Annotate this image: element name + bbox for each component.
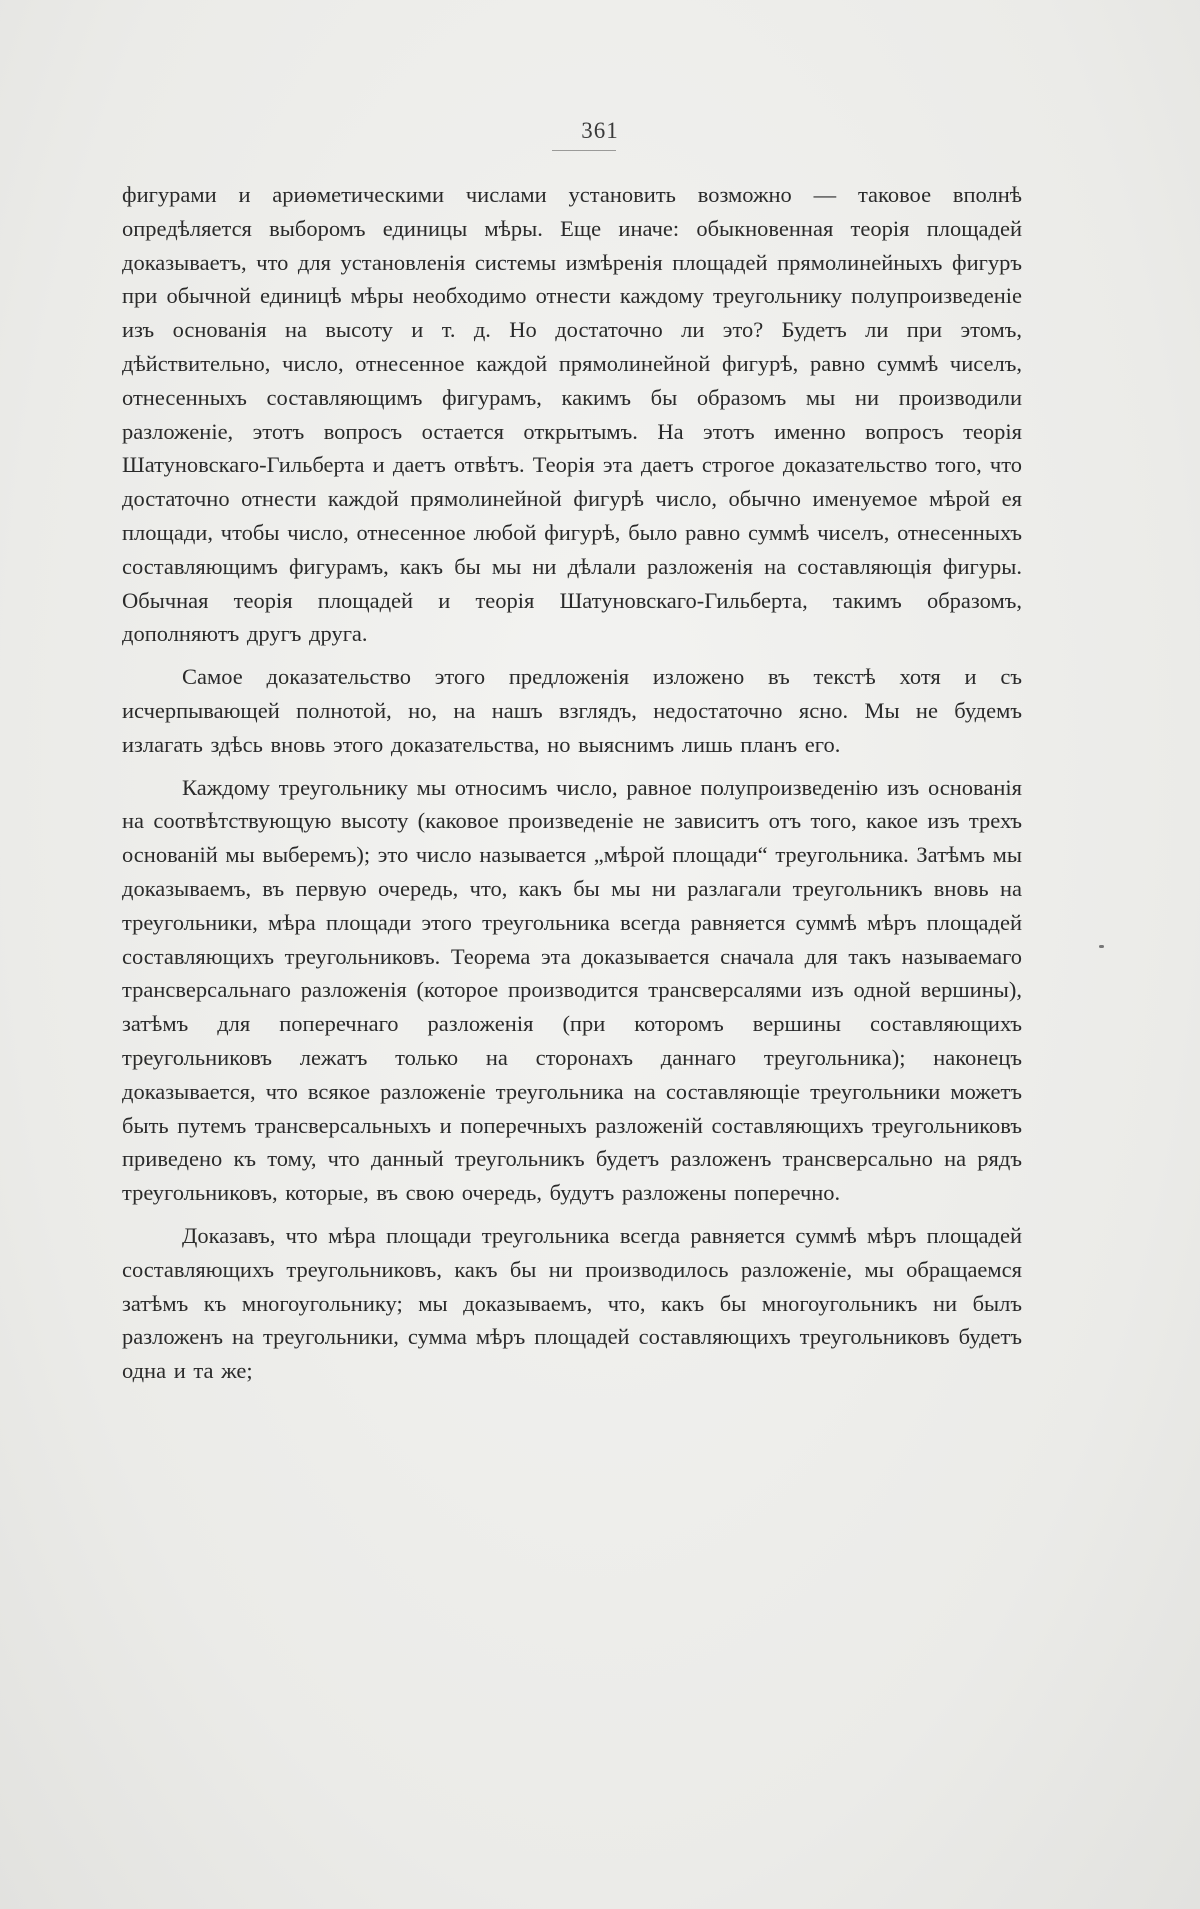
page-number-rule	[552, 150, 616, 151]
body-text	[122, 178, 1022, 1388]
paragraph-2: Самое доказательство этого предложенія изложено въ текстѣ хотя и съ исчерпывающей полнотой, но, на нашъ взглядъ, недостаточно ясно. Мы не будемъ излагать здѣсь вновь этого доказательства, но выяснимъ лишь планъ его.	[122, 664, 1022, 757]
margin-speck	[1099, 945, 1104, 948]
paragraph-3: Каждому треугольнику мы относимъ число, равное полупроизведенію изъ основанія на соотвѣтствующую высоту (каковое произведеніе не зависитъ отъ того, какое изъ трехъ основаній мы выберемъ); это число называется „мѣрой площади“ треугольника. Затѣмъ мы доказываемъ, въ первую очередь, что, какъ бы мы ни разлагали треугольникъ вновь на треугольники, мѣра площади этого треугольника всегда равняется суммѣ мѣръ площадей составляющихъ треугольниковъ. Теорема эта доказывается сначала для такъ называемаго трансверсальнаго разложенія (которое производится трансверсалями изъ одной вершины), затѣмъ для поперечнаго разложенія (при которомъ вершины составляющихъ треугольниковъ лежатъ только на сторонахъ даннаго треугольника); наконецъ доказывается, что всякое разложеніе треугольника на составляющіе треугольники можетъ быть путемъ трансверсальныхъ и поперечныхъ разложеній составляющихъ треугольниковъ приведено къ тому, что данный треугольникъ будетъ разложенъ трансверсально на рядъ треугольниковъ, которые, въ свою очередь, будутъ разложены поперечно.	[122, 774, 1022, 1206]
paragraph-1: фигурами и ариөметическими числами установить возможно — таковое вполнѣ опредѣляется выборомъ единицы мѣры. Еще иначе: обыкновенная теорія площадей доказываетъ, что для установленія системы измѣренія площадей прямолинейныхъ фигуръ при обычной единицѣ мѣры необходимо отнести каждому треугольнику полупроизведеніе изъ основанія на высоту и т. д. Но достаточно ли это? Будетъ ли при этомъ, дѣйствительно, число, отнесенное каждой прямолинейной фигурѣ, равно суммѣ чиселъ, отнесенныхъ составляющимъ фигурамъ, какимъ бы образомъ мы ни производили разложеніе, этотъ вопросъ остается открытымъ. На этотъ именно вопросъ теорія Шатуновскаго-Гильберта и даетъ отвѣтъ. Теорія эта даетъ строгое доказательство того, что достаточно отнести каждой прямолинейной фигурѣ число, обычно именуемое мѣрой ея площади, чтобы число, отнесенное любой фигурѣ, было равно суммѣ чиселъ, отнесенныхъ составляющимъ фигурамъ, какъ бы мы ни дѣлали разложенія на составляющія фигуры. Обычная теорія площадей и теорія Шатуновскаго-Гильберта, такимъ образомъ, дополняютъ другъ друга.	[122, 182, 1022, 647]
paragraph-4: Доказавъ, что мѣра площади треугольника всегда равняется суммѣ мѣръ площадей составляющихъ треугольниковъ, какъ бы ни производилось разложеніе, мы обращаемся затѣмъ къ многоугольнику; мы доказываемъ, что, какъ бы многоугольникъ ни былъ разложенъ на треугольники, сумма мѣръ площадей составляющихъ треугольниковъ будетъ одна и та же;	[122, 1222, 1022, 1384]
page-number: 361	[581, 118, 619, 143]
